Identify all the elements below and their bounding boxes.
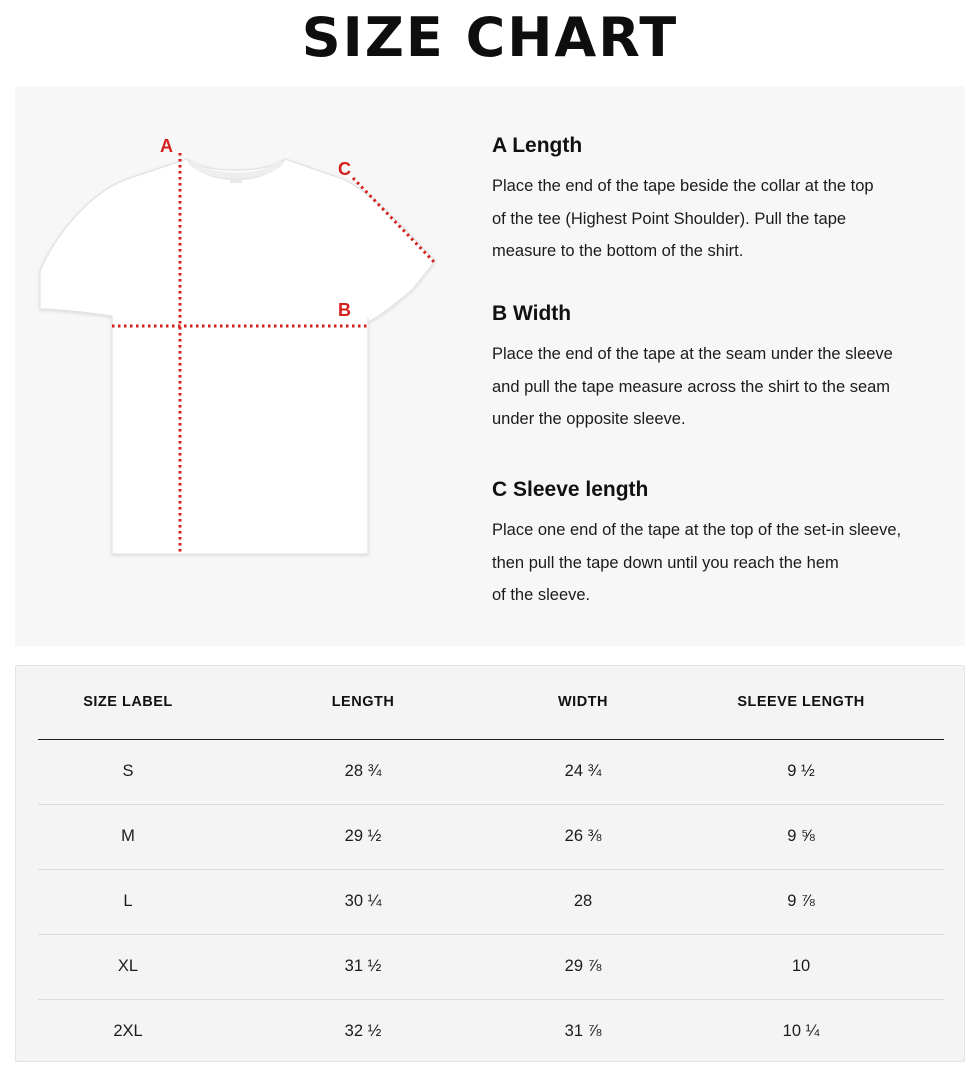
table-header-row — [38, 666, 944, 739]
cell-size: L — [38, 869, 218, 934]
tshirt-shape — [40, 159, 435, 554]
sleeve-line-2: then pull the tape down until you reach the hem — [492, 553, 839, 572]
width-line-2: and pull the tape measure across the shirt to the seam — [492, 377, 891, 396]
cell-size: 2XL — [113, 1022, 143, 1041]
table-row — [38, 934, 944, 999]
length-heading: A Length — [492, 134, 583, 157]
width-heading: B Width — [492, 302, 572, 325]
marker-a-label: A — [160, 136, 173, 156]
cell-size: XL — [38, 934, 218, 999]
size-table — [38, 666, 944, 1064]
cell-length: 29 ½ — [218, 804, 508, 869]
measurement-guide-panel — [15, 86, 965, 646]
width-description — [492, 302, 952, 436]
header-width: WIDTH — [508, 666, 658, 739]
cell-sleeve: 9 ⅞ — [658, 869, 944, 934]
length-description — [492, 134, 952, 268]
cell-width: 24 ¾ — [508, 739, 658, 804]
cell-length: 30 ¼ — [218, 869, 508, 934]
width-line-3: under the opposite sleeve. — [492, 410, 686, 428]
sleeve-heading: C Sleeve length — [492, 478, 649, 501]
cell-sleeve: 10 ¼ — [782, 1022, 820, 1041]
cell-width: 26 ⅜ — [508, 804, 658, 869]
cell-sleeve: 9 ½ — [658, 739, 944, 804]
cell-sleeve: 9 ⅝ — [658, 804, 944, 869]
cell-width: 29 ⅞ — [508, 934, 658, 999]
cell-sleeve: 10 — [658, 934, 944, 999]
header-size-label: SIZE LABEL — [38, 666, 218, 739]
table-row — [38, 869, 944, 934]
size-table-panel — [15, 665, 965, 1062]
marker-c-label: C — [338, 159, 351, 179]
length-line-1: Place the end of the tape beside the collar at the top — [492, 177, 874, 195]
sleeve-line-3: of the sleeve. — [492, 586, 591, 604]
cell-width: 31 ⅞ — [564, 1022, 602, 1041]
cell-length: 28 ¾ — [218, 739, 508, 804]
sleeve-line-1: Place one end of the tape at the top of the set-in sleeve, — [492, 521, 902, 539]
header-sleeve-length: SLEEVE LENGTH — [658, 666, 944, 739]
page-title: SIZE CHART — [301, 6, 679, 69]
length-line-3: measure to the bottom of the shirt. — [492, 242, 744, 260]
sleeve-description — [492, 478, 952, 612]
table-row — [38, 999, 944, 1064]
table-row — [38, 739, 944, 804]
cell-length: 32 ½ — [344, 1022, 382, 1041]
marker-b-label: B — [338, 300, 351, 320]
table-row — [38, 804, 944, 869]
width-line-1: Place the end of the tape at the seam under the sleeve — [492, 345, 893, 363]
tshirt-diagram — [35, 126, 455, 566]
cell-size: S — [38, 739, 218, 804]
cell-size: M — [38, 804, 218, 869]
length-line-2: of the tee (Highest Point Shoulder). Pull the tape — [492, 209, 847, 228]
header-length: LENGTH — [218, 666, 508, 739]
cell-length: 31 ½ — [218, 934, 508, 999]
tshirt-illustration — [35, 126, 455, 566]
cell-width: 28 — [508, 869, 658, 934]
